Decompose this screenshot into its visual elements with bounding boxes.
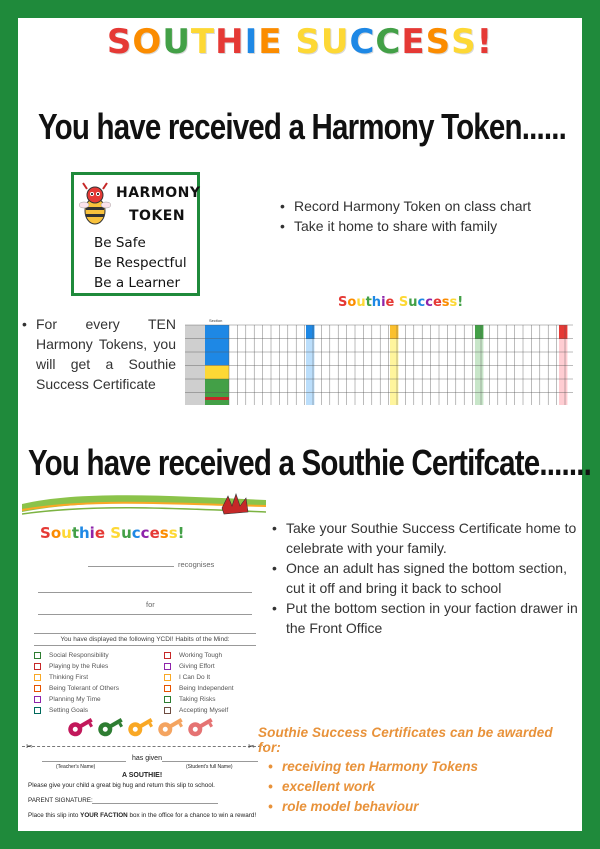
title-letter: c <box>140 524 150 542</box>
teacher-name-label: (Teacher's Name) <box>56 764 96 770</box>
title-letter: S <box>40 524 51 542</box>
key-icon <box>66 716 96 739</box>
list-item: • receiving ten Harmony Tokens <box>258 757 578 777</box>
habit-label: Taking Risks <box>179 696 216 703</box>
title-letter: s <box>449 295 458 310</box>
harmony-token-card <box>71 172 200 296</box>
title-letter: s <box>159 524 169 542</box>
key-icon <box>156 716 186 739</box>
chart-column-marker <box>475 325 483 339</box>
chart-column-fill <box>559 339 567 405</box>
for-label: for <box>146 600 155 609</box>
checkbox-icon <box>34 696 41 703</box>
award-criteria <box>258 725 578 817</box>
title-letter: I <box>244 22 259 62</box>
checkbox-icon <box>164 663 171 670</box>
habit-item <box>34 696 101 703</box>
checkbox-icon <box>34 685 41 692</box>
habit-label: Giving Effort <box>179 663 215 670</box>
checkbox-icon <box>34 663 41 670</box>
key-icon <box>186 716 214 739</box>
checkbox-icon <box>164 696 171 703</box>
list-item: • excellent work <box>258 777 578 797</box>
title-letter: S <box>295 22 321 62</box>
title-letter: H <box>215 22 245 62</box>
checkbox-icon <box>164 652 171 659</box>
habits-heading: You have displayed the following YCDI! Habits of the Mind: <box>34 633 256 646</box>
key-icon <box>96 716 126 739</box>
habit-item <box>34 652 109 659</box>
chart-side-column <box>185 325 205 405</box>
habit-item <box>164 707 228 714</box>
southie-certificate-heading: You have received a Southie Certifcate....... <box>28 442 592 483</box>
habit-label: Working Tough <box>179 652 223 659</box>
habit-item <box>164 696 215 703</box>
title-letter: u <box>408 295 418 310</box>
ten-tokens-bullet <box>20 314 176 394</box>
habit-item <box>164 652 222 659</box>
faction-note: Place this slip into YOUR FACTION box in the office for a chance to win a reward! <box>28 812 257 819</box>
recognises-label: recognises <box>178 560 215 569</box>
title-letter: ! <box>457 295 464 310</box>
certificate-image <box>22 490 266 828</box>
habit-item <box>34 674 88 681</box>
habit-item <box>164 674 210 681</box>
title-letter: h <box>78 524 90 542</box>
title-letter: e <box>149 524 160 542</box>
habit-label: Social Responsibility <box>49 652 109 659</box>
class-chart-image <box>185 311 573 405</box>
habit-label: Planning My Time <box>49 696 101 703</box>
checkbox-icon <box>34 652 41 659</box>
habit-item <box>34 685 119 692</box>
scissors-icon: ✂ <box>26 742 33 751</box>
title-letter: c <box>425 295 433 310</box>
habit-label: Being Tolerant of Others <box>49 685 119 692</box>
title-letter: o <box>347 295 357 310</box>
habit-label: Accepting Myself <box>179 707 229 714</box>
certificate-bullets <box>270 518 580 638</box>
chart-row-marker <box>205 325 229 365</box>
token-value-1: Be Safe <box>94 235 146 251</box>
habit-item <box>164 685 234 692</box>
scissors-icon: ✂ <box>248 742 255 751</box>
title-letter: ! <box>177 524 185 542</box>
chart-header-label: Section <box>209 318 223 323</box>
title-letter: e <box>94 524 106 542</box>
chart-column-marker <box>559 325 567 339</box>
title-letter: U <box>320 22 350 62</box>
student-name-label: (Student's full Name) <box>186 764 233 770</box>
title-letter: c <box>417 295 426 310</box>
title-letter: u <box>121 524 132 542</box>
list-item: • Once an adult has signed the bottom section, cut it off and bring it back to school <box>270 558 580 598</box>
chart-row-marker <box>205 379 229 393</box>
checkbox-icon <box>34 707 41 714</box>
bee-mascot-icon <box>79 181 111 227</box>
checkbox-icon <box>164 674 171 681</box>
habit-label: Being Independent <box>179 685 234 692</box>
habit-label: Playing by the Rules <box>49 663 109 670</box>
token-value-2: Be Respectful <box>94 255 187 271</box>
student-name-line <box>162 761 258 762</box>
title-letter: S <box>106 22 133 62</box>
title-letter: S <box>425 22 452 62</box>
title-letter: t <box>71 524 79 542</box>
checkbox-icon <box>164 707 171 714</box>
award-heading: Southie Success Certificates can be awarded for: <box>258 725 553 755</box>
token-title-line1: HARMONY <box>116 185 201 201</box>
title-letter: S <box>398 295 409 310</box>
southie-success-title <box>18 22 582 62</box>
list-item: • Record Harmony Token on class chart <box>278 196 578 216</box>
title-letter: t <box>365 295 372 310</box>
chart-row-marker <box>205 397 229 400</box>
habit-item <box>34 707 88 714</box>
class-chart-title <box>338 295 463 310</box>
a-southie-label: A SOUTHIE! <box>122 772 163 779</box>
title-letter: u <box>61 524 72 542</box>
list-item: • role model behaviour <box>258 797 578 817</box>
title-letter: O <box>132 22 163 62</box>
list-item: • Put the bottom section in your faction drawer in the Front Office <box>270 598 580 638</box>
title-letter: C <box>349 22 376 62</box>
title-letter: e <box>385 295 395 310</box>
reason-line <box>38 614 252 615</box>
title-letter: E <box>401 22 426 62</box>
parent-signature-label: PARENT SIGNATURE: <box>28 797 93 804</box>
recipient-line <box>88 566 174 567</box>
certificate-title <box>40 524 184 542</box>
title-letter: i <box>381 295 386 310</box>
title-letter: S <box>338 295 348 310</box>
title-letter <box>282 22 295 62</box>
title-letter: S <box>451 22 477 62</box>
certificate-swoosh <box>22 490 266 524</box>
title-letter: U <box>162 22 191 62</box>
chart-row-marker <box>205 366 229 380</box>
title-letter: h <box>371 295 382 310</box>
habit-label: Thinking First <box>49 674 89 681</box>
title-letter: s <box>168 524 178 542</box>
token-value-3: Be a Learner <box>94 275 181 291</box>
key-icon <box>126 716 156 739</box>
habit-item <box>164 663 215 670</box>
keys-icon <box>64 716 214 746</box>
title-letter: s <box>441 295 450 310</box>
chart-column-fill <box>475 339 483 405</box>
list-item: • Take your Southie Success Certificate home to celebrate with your family. <box>270 518 580 558</box>
return-slip <box>22 742 266 828</box>
habit-label: Setting Goals <box>49 707 89 714</box>
has-given-label: has given <box>132 755 162 762</box>
hug-note: Please give your child a great big hug and return this slip to school. <box>28 782 215 789</box>
poster-page <box>18 18 592 831</box>
token-bullets <box>278 196 578 236</box>
title-letter: c <box>131 524 141 542</box>
title-letter: i <box>89 524 95 542</box>
signature-line <box>92 803 218 804</box>
title-letter: ! <box>476 22 494 62</box>
title-letter: o <box>50 524 62 542</box>
token-title-line2: TOKEN <box>129 208 186 224</box>
student-line <box>38 592 252 593</box>
list-item: • For every TEN Harmony Tokens, you will get a Southie Success Certificate <box>20 314 176 394</box>
title-letter: T <box>190 22 216 62</box>
title-letter: C <box>375 22 402 62</box>
habit-item <box>34 663 108 670</box>
checkbox-icon <box>164 685 171 692</box>
teacher-line <box>42 761 126 762</box>
title-letter: S <box>110 524 122 542</box>
checkbox-icon <box>34 674 41 681</box>
list-item: • Take it home to share with family <box>278 216 578 236</box>
harmony-token-heading: You have received a Harmony Token...... <box>38 106 567 147</box>
title-letter: u <box>356 295 366 310</box>
title-letter: e <box>432 295 442 310</box>
title-letter: E <box>258 22 283 62</box>
habit-label: I Can Do It <box>179 674 211 681</box>
